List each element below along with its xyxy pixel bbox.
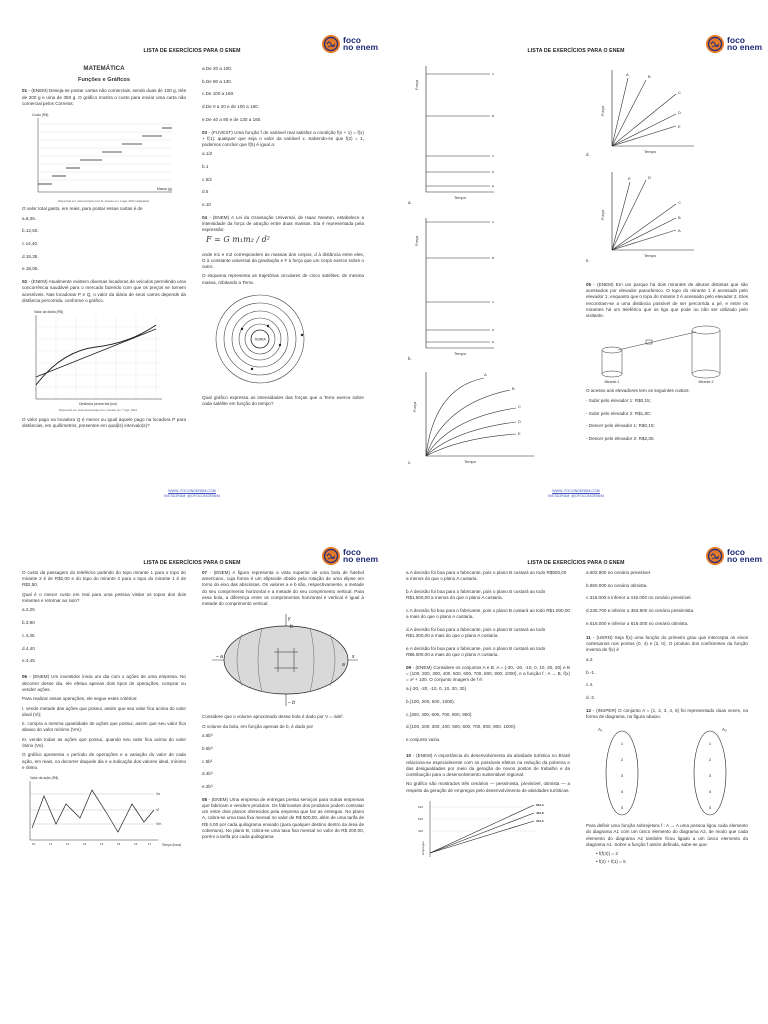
option[interactable]: d.A decisão foi boa para o fabricante, pois o plano B custará ao todo R$1.300,00 a mais do que o plano A custaria. bbox=[406, 626, 546, 638]
brain-logo-icon bbox=[705, 546, 725, 566]
svg-text:TERRA: TERRA bbox=[254, 337, 266, 342]
svg-text:C: C bbox=[678, 90, 681, 95]
logo-line-2: no enem bbox=[727, 42, 762, 52]
option[interactable]: b.3,90 bbox=[22, 620, 35, 626]
logo-line-1: foco bbox=[343, 546, 361, 557]
cost-item: - Subir pelo elevador 1: R$0,15; bbox=[586, 397, 651, 403]
svg-text:5: 5 bbox=[620, 805, 624, 811]
question-12-text-2: Para definir uma função sobrejetora f : A → A uma pessoa ligou cada elemento do diagrama A1 com um único elemento do diagrama A2, de modo que cada elemento do diagrama A2 também ficou ligado a um único elemento do diagrama A1. Sobre a função f assim definida, sabe-se que: bbox=[586, 823, 748, 847]
question-06-text-3: O gráfico apresenta o período de operações e a variação do valor de cada ação, em reais, no decorrer daquele dia e a indicação dos valores ideal, mínimo e ótimo. bbox=[22, 752, 186, 770]
function-fact: • f(2) + f(1) = 5 bbox=[596, 859, 626, 865]
svg-text:Vi: Vi bbox=[156, 808, 160, 813]
svg-text:D: D bbox=[678, 110, 681, 115]
option[interactable]: d.15,35. bbox=[22, 253, 39, 259]
question-05: 05 - (ENEM) Em um parque há dois mirantes de alturas distintas que são acessados por elevador panorâmico. O topo do mirante 1 é acessado pelo elevador 1, enquanto que o topo do mirante 2 é acessado pelo elevador 2. Eles encontram-se a uma distância possível de ser percorrida a pé, e entre os mirantes há um teleférico que os liga que pode ou não ser utilizado pelo visitante. bbox=[586, 282, 748, 319]
option[interactable]: b.A decisão foi boa para o fabricante, pois o plano B custará ao todo R$1.500,00 a menos do que o plano A custaria. bbox=[406, 588, 546, 601]
option[interactable]: c.{300, 400, 600, 700, 800, 900}. bbox=[406, 711, 473, 717]
option[interactable]: b.1 bbox=[202, 164, 209, 170]
option[interactable]: a.8b³ bbox=[202, 733, 213, 739]
site-link[interactable]: WWW. FOCONOENEM.COM bbox=[552, 489, 600, 494]
option[interactable]: d.235.700 e inferior a 353.800 no cenário pessimista. bbox=[586, 608, 695, 614]
page-4-column-1 bbox=[406, 570, 570, 857]
option[interactable]: d.4b³ bbox=[202, 771, 213, 777]
force-graph-option-a bbox=[404, 60, 564, 210]
option[interactable]: d.De 0 a 20 e de 100 a 160. bbox=[202, 104, 259, 110]
topic-title: Funções e Gráficos bbox=[78, 77, 130, 84]
option[interactable]: e.18,05. bbox=[22, 266, 39, 272]
lookouts-cable-car-diagram bbox=[586, 322, 746, 384]
question-12: 12 - (INSPER) O conjunto A = {1, 2, 3, 4, 5} foi representado duas vezes, na forma de diagrama, na figura abaixo. bbox=[586, 707, 748, 719]
svg-text:B: B bbox=[492, 114, 495, 118]
svg-text:4: 4 bbox=[620, 789, 624, 795]
svg-text:Tempo: Tempo bbox=[644, 253, 657, 258]
page-4 bbox=[384, 512, 768, 1024]
option[interactable]: a.602.900 no cenário previsível. bbox=[586, 570, 652, 575]
svg-text:13: 13 bbox=[83, 842, 87, 847]
option[interactable]: e.4,45 bbox=[22, 658, 35, 664]
svg-text:416: 416 bbox=[418, 828, 424, 833]
svg-text:D: D bbox=[518, 419, 521, 424]
option[interactable]: b.-1. bbox=[586, 669, 596, 675]
svg-text:y: y bbox=[288, 616, 291, 623]
question-10-text-2: No gráfico são mostrados três cenários — pessimista, previsível, otimista — a respeito da geração de empregos pelo desenvolvimento de atividades turísticas. bbox=[406, 781, 570, 793]
svg-text:C: C bbox=[492, 300, 495, 304]
svg-text:2: 2 bbox=[620, 757, 624, 763]
option[interactable]: e.A decisão foi boa para o fabricante, pois o plano B custará ao todo R$6.000,00 a mais do que o plano A custaria. bbox=[406, 645, 546, 657]
svg-text:A: A bbox=[626, 72, 629, 77]
rental-cost-line-chart bbox=[22, 307, 172, 417]
svg-text:3: 3 bbox=[708, 773, 712, 779]
svg-text:Valor da diária (R$): Valor da diária (R$) bbox=[34, 310, 64, 315]
logo-line-2: no enem bbox=[727, 554, 762, 564]
question-05-costs-intro: O acesso aos elevadores tem os seguintes custos: bbox=[586, 388, 690, 394]
svg-text:b.: b. bbox=[408, 356, 412, 361]
svg-text:C: C bbox=[678, 200, 681, 205]
svg-text:Disponível em: www.sempretops.: Disponível em: www.sempretops.com. Acesso em: 7 ago. 2012 bbox=[58, 408, 138, 413]
force-graph-option-b bbox=[404, 212, 564, 362]
page-1 bbox=[0, 0, 384, 512]
svg-text:E: E bbox=[518, 431, 521, 436]
svg-text:15: 15 bbox=[117, 842, 121, 847]
question-04: 04 - (ENEM) A Lei da Gravitação Universal, de Isaac Newton, estabelece a intensidade da força de atração entre duas massas. Ela é representada pela expressão: bbox=[202, 214, 364, 233]
question-09: 09 - (ENEM) Considere os conjuntos A e B: A = {-30, -20, -10, 0, 10, 20, 30} e B = {100, 200, 300, 400, 500, 600, 700, 800, 900, 1000}, e a função f : A → B, f(x) = x² + 100. O conjunto imagem de f é: bbox=[406, 664, 570, 682]
svg-text:A₂: A₂ bbox=[722, 727, 727, 733]
option[interactable]: d.5 bbox=[202, 189, 209, 195]
svg-text:Valor da ação (R$): Valor da ação (R$) bbox=[30, 776, 59, 781]
cost-item: - Descer pelo elevador 1: R$0,10; bbox=[586, 423, 655, 429]
svg-text:Empregos: Empregos bbox=[421, 841, 425, 855]
question-08: 08 - (ENEM) Uma empresa de entregas presta serviços para outras empresas que fabricam e vendem produtos. Os fabricantes dos produtos podem contratar um entre dois planos oferecidos pela empresa que faz as entregas. No plano A, cobra-se uma taxa fixa mensal no valor de R$ 500,00, além de uma tarifa de R$ 4,00 por cada quilograma enviado (para qualquer destino dentro da área de cobertura). No plano B, cobra-se uma taxa fixa mensal no valor de R$ 200,00, porém a tarifa por cada quilograma bbox=[202, 796, 364, 839]
svg-text:463,8: 463,8 bbox=[536, 810, 544, 815]
satellite-orbits-diagram bbox=[202, 289, 362, 389]
question-06-text-2: Para realizar essas operações, ele segue estes critérios: bbox=[22, 696, 138, 702]
option[interactable]: a.2. bbox=[586, 656, 594, 662]
option[interactable]: e.10 bbox=[202, 202, 211, 208]
svg-text:C: C bbox=[518, 404, 521, 409]
svg-text:Tempo: Tempo bbox=[454, 195, 467, 200]
force-graph-option-e bbox=[584, 168, 754, 268]
logo-line-1: foco bbox=[343, 34, 361, 45]
question-10: 10 - (ENEM) A importância do desenvolvimento da atividade turística no Brasil relaciona-se especialmente com os possíveis efeitos na redução da pobreza e das desigualdades por meio da geração de novos postos de trabalho e da contribuição para o desenvolvimento sustentável regional. bbox=[406, 753, 570, 777]
svg-text:12: 12 bbox=[66, 842, 70, 847]
svg-text:1: 1 bbox=[708, 741, 712, 747]
svg-text:b: b bbox=[290, 624, 293, 631]
brand-logo bbox=[705, 546, 762, 566]
svg-text:Força: Força bbox=[412, 401, 417, 412]
svg-text:Tempo: Tempo bbox=[464, 459, 477, 464]
svg-text:Mirante 2: Mirante 2 bbox=[698, 380, 714, 385]
svg-text:Distância percorrida (km): Distância percorrida (km) bbox=[79, 402, 117, 407]
svg-text:Vm: Vm bbox=[156, 822, 162, 827]
page-header-title: LISTA DE EXERCÍCIOS PARA O ENEM bbox=[143, 48, 241, 54]
cost-item: - Descer pelo elevador 2: R$2,30. bbox=[586, 435, 655, 441]
svg-text:4: 4 bbox=[708, 789, 712, 795]
question-02-options bbox=[202, 66, 364, 123]
question-02: 02 - (ENEM) Atualmente existem diversas locadoras de veículos permitindo uma concorrência saudável para o mercado fazendo com que os preços se tornem acessíveis. Nas locadoras P e Q, o valor da diária de seus carros depende da distância percorrida, conforme o gráfico. bbox=[22, 279, 186, 303]
option[interactable]: a.{-30, -20, -10, 0, 10, 20, 30}. bbox=[406, 686, 468, 692]
option[interactable]: a.A decisão foi boa para o fabricante, pois o plano B custará ao todo R$500,00 a menos do que o plano A custaria. bbox=[406, 570, 567, 582]
question-02-prompt: O valor pago na locadora Q é menor ou igual àquele pago na locadora P para distâncias, em quilômetros, presentes em qual(is) intervalo(s)? bbox=[22, 417, 186, 429]
site-link[interactable]: WWW. FOCONOENEM.COM bbox=[168, 489, 216, 494]
svg-text:Força: Força bbox=[600, 105, 605, 116]
svg-text:A: A bbox=[484, 372, 487, 377]
brand-logo bbox=[705, 34, 762, 54]
question-01-options bbox=[22, 216, 186, 273]
logo-line-2: no enem bbox=[343, 42, 378, 52]
svg-text:14: 14 bbox=[100, 842, 104, 847]
svg-text:B: B bbox=[648, 74, 651, 79]
svg-text:A: A bbox=[492, 220, 495, 224]
svg-text:d.: d. bbox=[586, 152, 590, 157]
page-4-column-2 bbox=[586, 570, 748, 872]
svg-text:Vo: Vo bbox=[156, 792, 161, 797]
svg-text:A: A bbox=[678, 228, 681, 233]
svg-text:A₁: A₁ bbox=[598, 727, 603, 733]
subject-title: MATEMÁTICA bbox=[83, 65, 125, 72]
page-3-column-2 bbox=[202, 570, 364, 843]
svg-text:Disponível em: www.correios.co: Disponível em: www.correios.com.br. Acesso em: 2 ago. 2012 (adaptado). bbox=[58, 199, 150, 204]
svg-text:D: D bbox=[492, 328, 495, 332]
svg-text:Força: Força bbox=[600, 209, 605, 220]
logo-line-2: no enem bbox=[343, 554, 378, 564]
svg-text:D: D bbox=[492, 170, 495, 174]
svg-text:Força: Força bbox=[414, 79, 419, 90]
svg-text:D: D bbox=[648, 175, 651, 180]
force-graph-option-c bbox=[404, 368, 564, 468]
question-07-text-2: Considere que o volume aproximado dessa bola é dado por V = 4ab². bbox=[202, 714, 344, 720]
svg-text:E: E bbox=[628, 176, 631, 181]
page-header-title: LISTA DE EXERCÍCIOS PARA O ENEM bbox=[143, 560, 241, 566]
svg-text:e.: e. bbox=[586, 258, 590, 263]
option[interactable]: a.De 20 a 100. bbox=[202, 66, 233, 71]
option[interactable]: c.5b³ bbox=[202, 758, 213, 764]
option[interactable]: c.A decisão foi boa para o fabricante, pois o plano B custará ao todo R$1.000,00 a mais do que o plano A custaria. bbox=[406, 607, 570, 620]
stock-value-line-chart bbox=[22, 774, 186, 850]
svg-text:E: E bbox=[492, 340, 495, 344]
instagram-handle: INSTAGRAM: @OFOCONOENEM bbox=[548, 493, 604, 498]
svg-text:Massa (g): Massa (g) bbox=[156, 187, 172, 192]
brain-logo-icon bbox=[321, 34, 341, 54]
page-2 bbox=[384, 0, 768, 512]
question-04-prompt: Qual gráfico expressa as intensidades das forças que a Terra exerce sobre cada satélite em função do tempo? bbox=[202, 395, 364, 407]
option[interactable]: e.2b³ bbox=[202, 784, 213, 789]
svg-text:3: 3 bbox=[620, 773, 624, 779]
page-3 bbox=[0, 512, 384, 1024]
instagram-handle: INSTAGRAM: @OFOCONOENEM bbox=[164, 493, 220, 498]
page-footer bbox=[0, 489, 384, 498]
svg-text:616: 616 bbox=[418, 804, 424, 809]
option[interactable]: d.{100, 200, 300, 400, 500, 600, 700, 800, 900, 1000}. bbox=[406, 724, 517, 730]
option[interactable]: c.14,40. bbox=[22, 241, 39, 246]
svg-text:602,9: 602,9 bbox=[536, 802, 544, 807]
question-06: 06 - (ENEM) Um investidor inicia um dia com x ações de uma empresa. No decorrer desse dia, ele efetua apenas dois tipos de operações, comprar ou vender ações. bbox=[22, 674, 186, 692]
option[interactable]: b.660.000 no cenário otimista. bbox=[586, 582, 648, 588]
question-01-prompt: O valor total gasto, em reais, para postar essas cartas é de bbox=[22, 206, 143, 212]
svg-text:Tempo (hora): Tempo (hora) bbox=[162, 843, 181, 848]
option[interactable]: b.6b³ bbox=[202, 745, 213, 751]
svg-text:c.: c. bbox=[408, 460, 412, 465]
question-06-criterion-3: III. vende todas as ações que possui, quando seu valor fica acima do valor ótimo (Vo). bbox=[22, 736, 186, 748]
option[interactable]: a.2,25 bbox=[22, 607, 35, 613]
question-11: 11 - (UERN) Seja f(x) uma função do primeiro grau que intercepta os eixos cartesianos nos pontos (0, 4) e (2, 0). O produto dos coeficientes da função inversa de f(x) é bbox=[586, 635, 748, 653]
option[interactable]: a.8,35. bbox=[22, 215, 37, 221]
brain-logo-icon bbox=[705, 34, 725, 54]
question-04-text-3: O esquema representa as trajetórias circulares de cinco satélites, de mesma massa, orbitando a Terra. bbox=[202, 273, 364, 285]
option[interactable]: c.4,35 bbox=[22, 632, 35, 638]
svg-text:B: B bbox=[492, 256, 495, 260]
svg-text:Força: Força bbox=[414, 235, 419, 246]
question-03-options bbox=[202, 151, 364, 208]
svg-text:B: B bbox=[678, 215, 681, 220]
question-05-continuation: O custo da passagem do teleférico partindo do topo mirante 1 para o topo do mirante 2 é de R$2,00 e do topo do mirante 2 para o topo do mirante 1 é de R$2,50. bbox=[22, 570, 186, 588]
svg-text:A: A bbox=[492, 72, 495, 76]
page-footer bbox=[384, 489, 768, 498]
svg-text:2: 2 bbox=[708, 757, 712, 763]
svg-text:a.: a. bbox=[408, 200, 412, 205]
option[interactable]: b.{100, 200, 500, 1000}. bbox=[406, 699, 456, 705]
question-03: 03 - (FUVEST) Uma função f de variável real satisfaz a condição f(x + 1) = f(x) + f(1), qualquer que seja o valor da variável x. Sabendo-se que f(2) = 1, podemos concluir que f(5) é igual a: bbox=[202, 129, 364, 147]
svg-text:– a: – a bbox=[216, 654, 223, 661]
option[interactable]: b.De 80 a 130. bbox=[202, 78, 233, 84]
svg-text:E: E bbox=[492, 184, 495, 188]
tourism-jobs-chart bbox=[406, 797, 570, 857]
logo-line-1: foco bbox=[727, 546, 745, 557]
option[interactable]: d.4,40 bbox=[22, 645, 35, 651]
option[interactable]: c.4. bbox=[586, 682, 594, 688]
svg-text:Tempo: Tempo bbox=[644, 149, 657, 154]
svg-text:Tempo: Tempo bbox=[454, 351, 467, 356]
option[interactable]: c.De 100 a 160. bbox=[202, 91, 235, 97]
svg-text:– b: – b bbox=[288, 700, 295, 707]
svg-text:343,6: 343,6 bbox=[536, 818, 544, 823]
option[interactable]: a.1/2 bbox=[202, 151, 213, 157]
page-3-column-1 bbox=[22, 570, 186, 850]
option[interactable]: e.conjunto vazio. bbox=[406, 737, 441, 743]
brand-logo bbox=[321, 546, 378, 566]
svg-text:Mirante 1: Mirante 1 bbox=[604, 380, 620, 385]
question-07-text-3: O volume da bola, em função apenas de b, é dado por bbox=[202, 723, 314, 729]
question-06-criterion-1: I. vende metade das ações que possui, assim que seu valor fica acima do valor ideal (Vi); bbox=[22, 705, 186, 717]
option[interactable]: c.5/2 bbox=[202, 176, 212, 182]
question-04-text-2: onde m1 e m2 correspondem às massas dos corpos, d à distância entre eles, G à constante universal da gravitação e F à força que um corpo exerce sobre o outro. bbox=[202, 251, 364, 270]
option[interactable]: e.516.000 e inferior a 616.000 no cenário otimista. bbox=[586, 620, 689, 626]
svg-text:10: 10 bbox=[32, 842, 36, 847]
cost-item: - Subir pelo elevador 2: R$1,80; bbox=[586, 410, 651, 416]
svg-text:x: x bbox=[352, 654, 355, 661]
question-05-prompt: Qual é o menor custo em real para uma pessoa visitar os topos dos dois mirantes e retornar ao solo? bbox=[22, 591, 186, 603]
svg-text:1: 1 bbox=[620, 741, 624, 747]
svg-text:16: 16 bbox=[134, 842, 138, 847]
page-1-column-2 bbox=[202, 66, 364, 411]
page-header-title: LISTA DE EXERCÍCIOS PARA O ENEM bbox=[527, 48, 625, 54]
page-1-column-1 bbox=[22, 66, 186, 433]
svg-text:11: 11 bbox=[49, 842, 53, 847]
option[interactable]: c.316.000 e inferior a 416.000 no cenário previsível. bbox=[586, 595, 692, 601]
gravitation-formula: F = G m₁m₂ / d² bbox=[206, 235, 270, 245]
option[interactable]: e.De 40 a 80 e de 130 a 160. bbox=[202, 116, 262, 122]
page-2-column-2 bbox=[586, 282, 748, 449]
football-ellipse-figure bbox=[202, 610, 362, 710]
svg-text:17: 17 bbox=[148, 842, 152, 847]
postage-cost-step-chart bbox=[22, 110, 186, 206]
option[interactable]: d.-2. bbox=[586, 694, 596, 700]
option[interactable]: b.12,50. bbox=[22, 228, 39, 234]
svg-text:Custo (R$): Custo (R$) bbox=[32, 113, 49, 118]
brain-logo-icon bbox=[321, 546, 341, 566]
svg-text:516: 516 bbox=[418, 816, 424, 821]
set-diagrams-figure bbox=[586, 723, 746, 819]
logo-line-1: foco bbox=[727, 34, 745, 45]
question-07: 07 - (ENEM) A figura representa a vista superior de uma bola de futebol americano, cuja forma é um elipsoide obtido pela rotação de uma elipse em torno do eixo das abscissas. Os valores a e b são, respectivamente, a metade do seu comprimento horizontal e a metade do seu comprimento vertical. Para essa bola, a diferença entre os comprimentos horizontal e vertical é igual à metade do comprimento vertical. bbox=[202, 570, 364, 607]
svg-text:a: a bbox=[342, 662, 345, 669]
svg-text:E: E bbox=[678, 124, 681, 129]
question-06-criterion-2: II. compra a mesma quantidade de ações que possui, assim que seu valor fica abaixo do valor mínimo (Vm); bbox=[22, 721, 186, 733]
force-graph-option-d bbox=[584, 66, 754, 162]
page-header-title: LISTA DE EXERCÍCIOS PARA O ENEM bbox=[527, 560, 625, 566]
svg-text:B: B bbox=[512, 386, 515, 391]
function-fact: • f(f(3)) = 2 bbox=[596, 851, 618, 857]
brand-logo bbox=[321, 34, 378, 54]
svg-text:5: 5 bbox=[708, 805, 712, 811]
question-01: 01 - (ENEM) Deseja-se postar cartas não comerciais, sendo duas de 100 g, três de 200 g e uma de 350 g. O gráfico mostra o custo para enviar uma carta não comercial pelos Correios: bbox=[22, 88, 186, 106]
svg-text:C: C bbox=[492, 154, 495, 158]
